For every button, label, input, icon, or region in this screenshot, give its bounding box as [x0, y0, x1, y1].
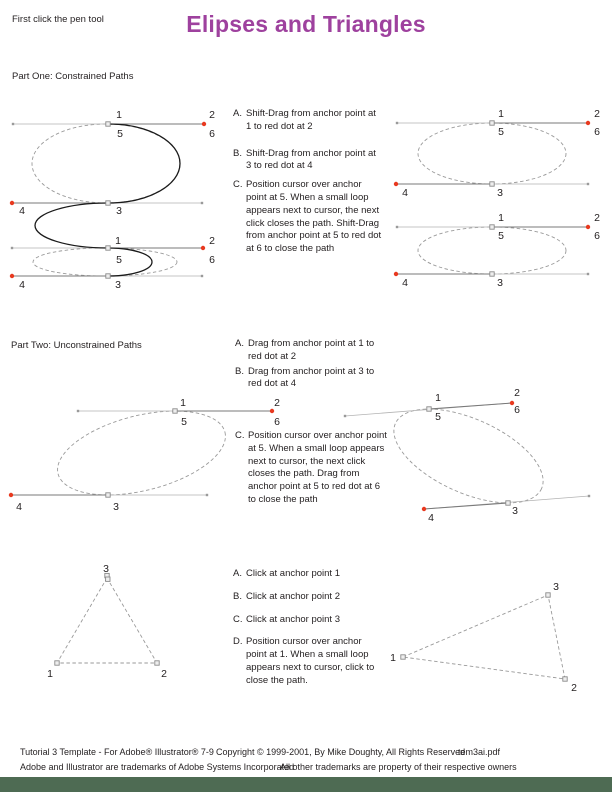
dashed-ellipse-tilted	[380, 390, 556, 523]
part-two-heading: Part Two: Unconstrained Paths	[11, 340, 142, 351]
red-dot-2	[202, 122, 206, 126]
step-text: Click at anchor point 2	[246, 590, 340, 602]
drawn-path	[35, 124, 180, 276]
label-3: 3	[497, 187, 503, 199]
step-letter: C.	[233, 613, 243, 625]
label-2: 2	[209, 235, 215, 247]
label-3: 3	[512, 505, 518, 517]
anchor-point-1b	[106, 246, 110, 250]
pen-tool-note: First click the pen tool	[12, 14, 104, 25]
anchor-point-1	[401, 655, 405, 659]
step-a	[235, 338, 387, 364]
part-one-steps	[233, 108, 382, 270]
label-2: 2	[594, 212, 600, 224]
footer-filename: tem3ai.pdf	[458, 747, 501, 757]
footer-template-name: Tutorial 3 Template - For Adobe® Illustrator® 7-9	[20, 747, 214, 757]
anchor-point-3	[106, 493, 110, 497]
label-1: 1	[498, 212, 504, 224]
label-3: 3	[103, 563, 109, 575]
label-6: 6	[209, 128, 215, 140]
endpoint-dot	[396, 122, 398, 124]
step-letter: B.	[235, 365, 244, 377]
anchor-point-1	[173, 409, 177, 413]
close-loop-marker	[106, 577, 110, 581]
step-b	[233, 591, 382, 604]
red-dot-2	[586, 225, 590, 229]
step-letter: C.	[235, 430, 245, 441]
label-5: 5	[181, 416, 187, 428]
anchor-point-3	[490, 272, 494, 276]
endpoint-dot	[201, 202, 203, 204]
label-6: 6	[209, 254, 215, 266]
label-2: 2	[274, 397, 280, 409]
dashed-ellipse-tilted	[49, 396, 234, 510]
step-text: Click at anchor point 3	[246, 613, 340, 625]
page-title: Elipses and Triangles	[186, 11, 426, 37]
dashed-triangle	[57, 578, 157, 663]
step-d	[233, 636, 382, 687]
anchor-point-2	[563, 677, 567, 681]
label-4: 4	[16, 501, 22, 513]
anchor-point-3	[490, 182, 494, 186]
anchor-point-3	[506, 501, 510, 505]
step-a	[233, 108, 382, 134]
label-4: 4	[402, 187, 408, 199]
red-dot-4	[9, 493, 13, 497]
dashed-triangle	[403, 595, 565, 679]
label-2: 2	[571, 682, 577, 694]
anchor-point-3	[106, 201, 110, 205]
step-c	[233, 179, 382, 256]
endpoint-dot	[77, 410, 79, 412]
label-5: 5	[435, 411, 441, 423]
step-b	[233, 148, 382, 174]
label-3: 3	[115, 279, 121, 291]
red-dot-2	[270, 409, 274, 413]
step-a	[233, 568, 382, 581]
label-3: 3	[116, 205, 122, 217]
step-letter: C.	[233, 179, 243, 191]
step-text: Click at anchor point 1	[246, 568, 340, 579]
anchor-point-2	[155, 661, 159, 665]
step-text: Position cursor over anchor point at 5. When a small loop appears next to cursor, the next click closes the path. Shift-Drag from anchor point at 5 to red dot at 6 to close the path	[246, 179, 382, 255]
label-6: 6	[274, 416, 280, 428]
label-5: 5	[498, 126, 504, 138]
anchor-point-3b	[106, 274, 110, 278]
step-letter: A.	[233, 108, 242, 119]
dashed-ellipse-large	[32, 124, 180, 203]
handle-line	[424, 503, 508, 509]
dashed-ellipse-small	[33, 248, 177, 276]
step-text: Drag from anchor point at 1 to red dot at 2	[248, 338, 375, 362]
endpoint-dot	[396, 226, 398, 228]
label-3: 3	[553, 581, 559, 593]
red-dot-4	[10, 201, 14, 205]
triangle-right-diagram	[385, 578, 585, 696]
label-1: 1	[47, 668, 53, 680]
label-1: 1	[498, 108, 504, 120]
red-dot-4b	[10, 274, 14, 278]
red-dot-2	[586, 121, 590, 125]
label-4: 4	[402, 277, 408, 289]
endpoint-dot	[206, 494, 208, 496]
endpoint-dot	[201, 275, 203, 277]
dashed-ellipse	[418, 227, 566, 274]
label-1: 1	[390, 652, 396, 664]
handle-line	[429, 403, 512, 409]
red-dot-4	[394, 182, 398, 186]
step-text: Position cursor over anchor point at 5. When a small loop appears next to cursor, the next click closes the path. Drag from anchor point at 5 to red dot at 6 to close the path	[248, 430, 387, 505]
label-6: 6	[594, 126, 600, 138]
label-6: 6	[594, 230, 600, 242]
anchor-point-1	[55, 661, 59, 665]
anchor-point-1	[427, 407, 431, 411]
red-dot-4	[394, 272, 398, 276]
label-5: 5	[117, 128, 123, 140]
label-6: 6	[514, 404, 520, 416]
footer-trademark-right: All other trademarks are property of their respective owners	[280, 762, 517, 772]
endpoint-dot	[588, 495, 590, 497]
step-letter: B.	[233, 590, 242, 602]
dashed-ellipse	[418, 123, 566, 184]
endpoint-dot	[587, 183, 589, 185]
label-2: 2	[209, 109, 215, 121]
triangle-left-diagram	[40, 558, 180, 685]
label-5: 5	[498, 230, 504, 242]
part-one-left-diagram	[0, 100, 230, 295]
footer-trademark-left: Adobe and Illustrator are trademarks of Adobe Systems Incorporated	[20, 762, 295, 772]
triangle-steps	[233, 568, 382, 698]
part-one-heading: Part One: Constrained Paths	[12, 71, 134, 82]
step-text: Drag from anchor point at 3 to red dot at 4	[248, 365, 375, 390]
label-4: 4	[19, 205, 25, 217]
anchor-point-3	[546, 593, 550, 597]
part-two-right-diagram	[335, 385, 612, 525]
step-text: Shift-Drag from anchor point at 3 to red dot at 4	[246, 147, 376, 172]
step-text: Position cursor over anchor point at 1. When a small loop appears next to cursor, click to close the path.	[246, 636, 375, 686]
step-letter: A.	[233, 568, 242, 579]
label-2: 2	[514, 387, 520, 399]
step-letter: B.	[233, 147, 242, 159]
label-1: 1	[116, 109, 122, 121]
anchor-point-1	[490, 225, 494, 229]
step-c	[233, 614, 382, 627]
label-5: 5	[116, 254, 122, 266]
anchor-point-1	[490, 121, 494, 125]
step-letter: A.	[235, 338, 244, 349]
anchor-point-1	[106, 122, 110, 126]
part-one-right-diagram	[390, 100, 612, 295]
label-3: 3	[497, 277, 503, 289]
label-3: 3	[113, 501, 119, 513]
red-dot-2b	[201, 246, 205, 250]
endpoint-dot	[344, 415, 346, 417]
label-1: 1	[115, 235, 121, 247]
endpoint-dot	[587, 273, 589, 275]
label-1: 1	[180, 397, 186, 409]
footer-bar	[0, 777, 612, 792]
label-4: 4	[19, 279, 25, 291]
label-2: 2	[161, 668, 167, 680]
red-dot-4	[422, 507, 426, 511]
footer-copyright: Copyright © 1999-2001, By Mike Doughty, All Rights Reserved	[216, 747, 466, 757]
step-text: Shift-Drag from anchor point at 1 to red dot at 2	[246, 108, 376, 132]
endpoint-dot	[12, 123, 14, 125]
label-4: 4	[428, 512, 434, 524]
step-letter: D.	[233, 636, 243, 648]
label-1: 1	[435, 392, 441, 404]
label-2: 2	[594, 108, 600, 120]
endpoint-dot	[11, 247, 13, 249]
